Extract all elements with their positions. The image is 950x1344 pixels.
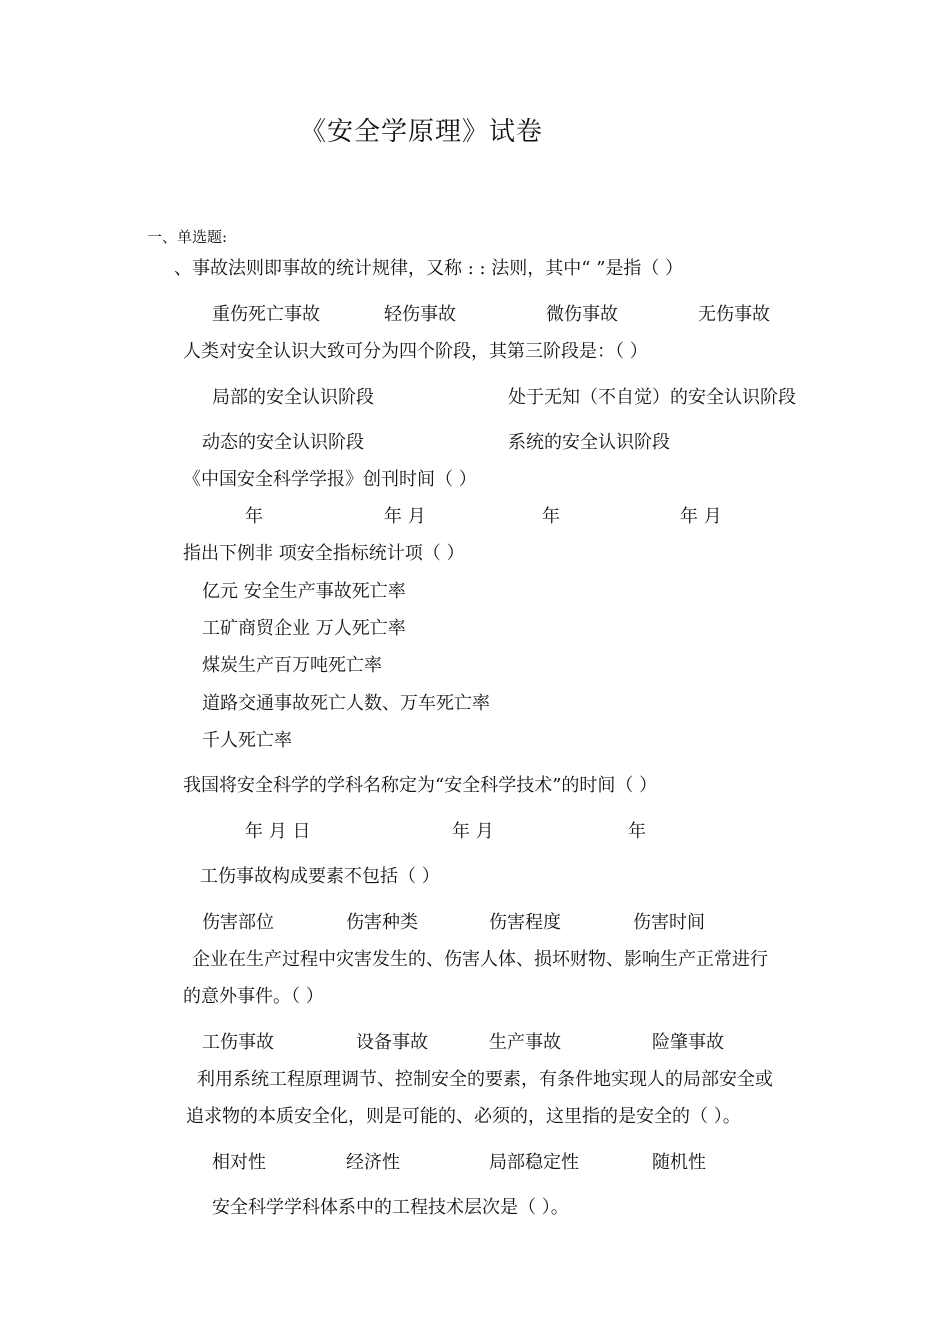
question-3-option-c: 年 [542,506,560,527]
question-5-stem: 我国将安全科学的学科名称定为“安全科学技术”的时间（ ） [183,775,658,796]
question-5-option-a: 年 月 日 [245,821,311,842]
question-8-option-a: 相对性 [212,1152,266,1173]
question-3-option-a: 年 [245,506,263,527]
question-7-stem-line1: 企业在生产过程中灾害发生的、伤害人体、损坏财物、影响生产正常进行 [192,949,768,970]
question-7-stem-line2: 的意外事件。（ ） [183,986,324,1007]
question-6-option-b: 伤害种类 [346,912,418,933]
question-8-option-c: 局部稳定性 [489,1152,579,1173]
question-8-stem-line1: 利用系统工程原理调节、控制安全的要素，有条件地实现人的局部安全或 [197,1069,773,1090]
question-1-option-b: 轻伤事故 [384,304,456,325]
question-2-option-c: 动态的安全认识阶段 [202,432,364,453]
question-7-option-a: 工伤事故 [202,1032,274,1053]
question-1-stem: 、事故法则即事故的统计规律，又称 : : 法则，其中“ ”是指（ ） [174,258,684,279]
question-4-option-d: 道路交通事故死亡人数、万车死亡率 [202,693,490,714]
question-7-option-c: 生产事故 [489,1032,561,1053]
question-4-option-e: 千人死亡率 [202,730,292,751]
question-1-option-c: 微伤事故 [546,304,618,325]
question-5-option-b: 年 月 [452,821,494,842]
question-7-option-d: 险肇事故 [652,1032,724,1053]
question-4-option-a: 亿元 安全生产事故死亡率 [202,581,406,602]
question-6-option-d: 伤害时间 [633,912,705,933]
question-2-option-a: 局部的安全认识阶段 [212,387,374,408]
question-7-option-b: 设备事故 [356,1032,428,1053]
question-3-stem: 《中国安全科学学报》创刊时间（ ） [183,469,477,490]
question-8-stem-line2: 追求物的本质安全化，则是可能的、必须的，这里指的是安全的（ ）。 [186,1106,741,1127]
section-heading: 一、单选题: [147,228,228,246]
question-4-option-c: 煤炭生产百万吨死亡率 [202,655,382,676]
page-title: 《安全学原理》试卷 [300,117,544,147]
question-8-option-b: 经济性 [346,1152,400,1173]
question-6-stem: 工伤事故构成要素不包括（ ） [200,866,440,887]
question-5-option-c: 年 [628,821,646,842]
question-8-option-d: 随机性 [652,1152,706,1173]
question-3-option-b: 年 月 [384,506,426,527]
question-4-stem: 指出下例非 项安全指标统计项（ ） [183,543,465,564]
question-4-option-b: 工矿商贸企业 万人死亡率 [202,618,406,639]
question-2-option-b: 处于无知（不自觉）的安全认识阶段 [508,387,796,408]
question-9-stem: 安全科学学科体系中的工程技术层次是（ ）。 [212,1197,569,1218]
question-3-option-d: 年 月 [680,506,722,527]
question-1-option-d: 无伤事故 [698,304,770,325]
question-2-stem: 人类对安全认识大致可分为四个阶段，其第三阶段是：（ ） [183,341,648,362]
question-1-option-a: 重伤死亡事故 [212,304,320,325]
question-6-option-a: 伤害部位 [202,912,274,933]
question-6-option-c: 伤害程度 [489,912,561,933]
question-2-option-d: 系统的安全认识阶段 [508,432,670,453]
